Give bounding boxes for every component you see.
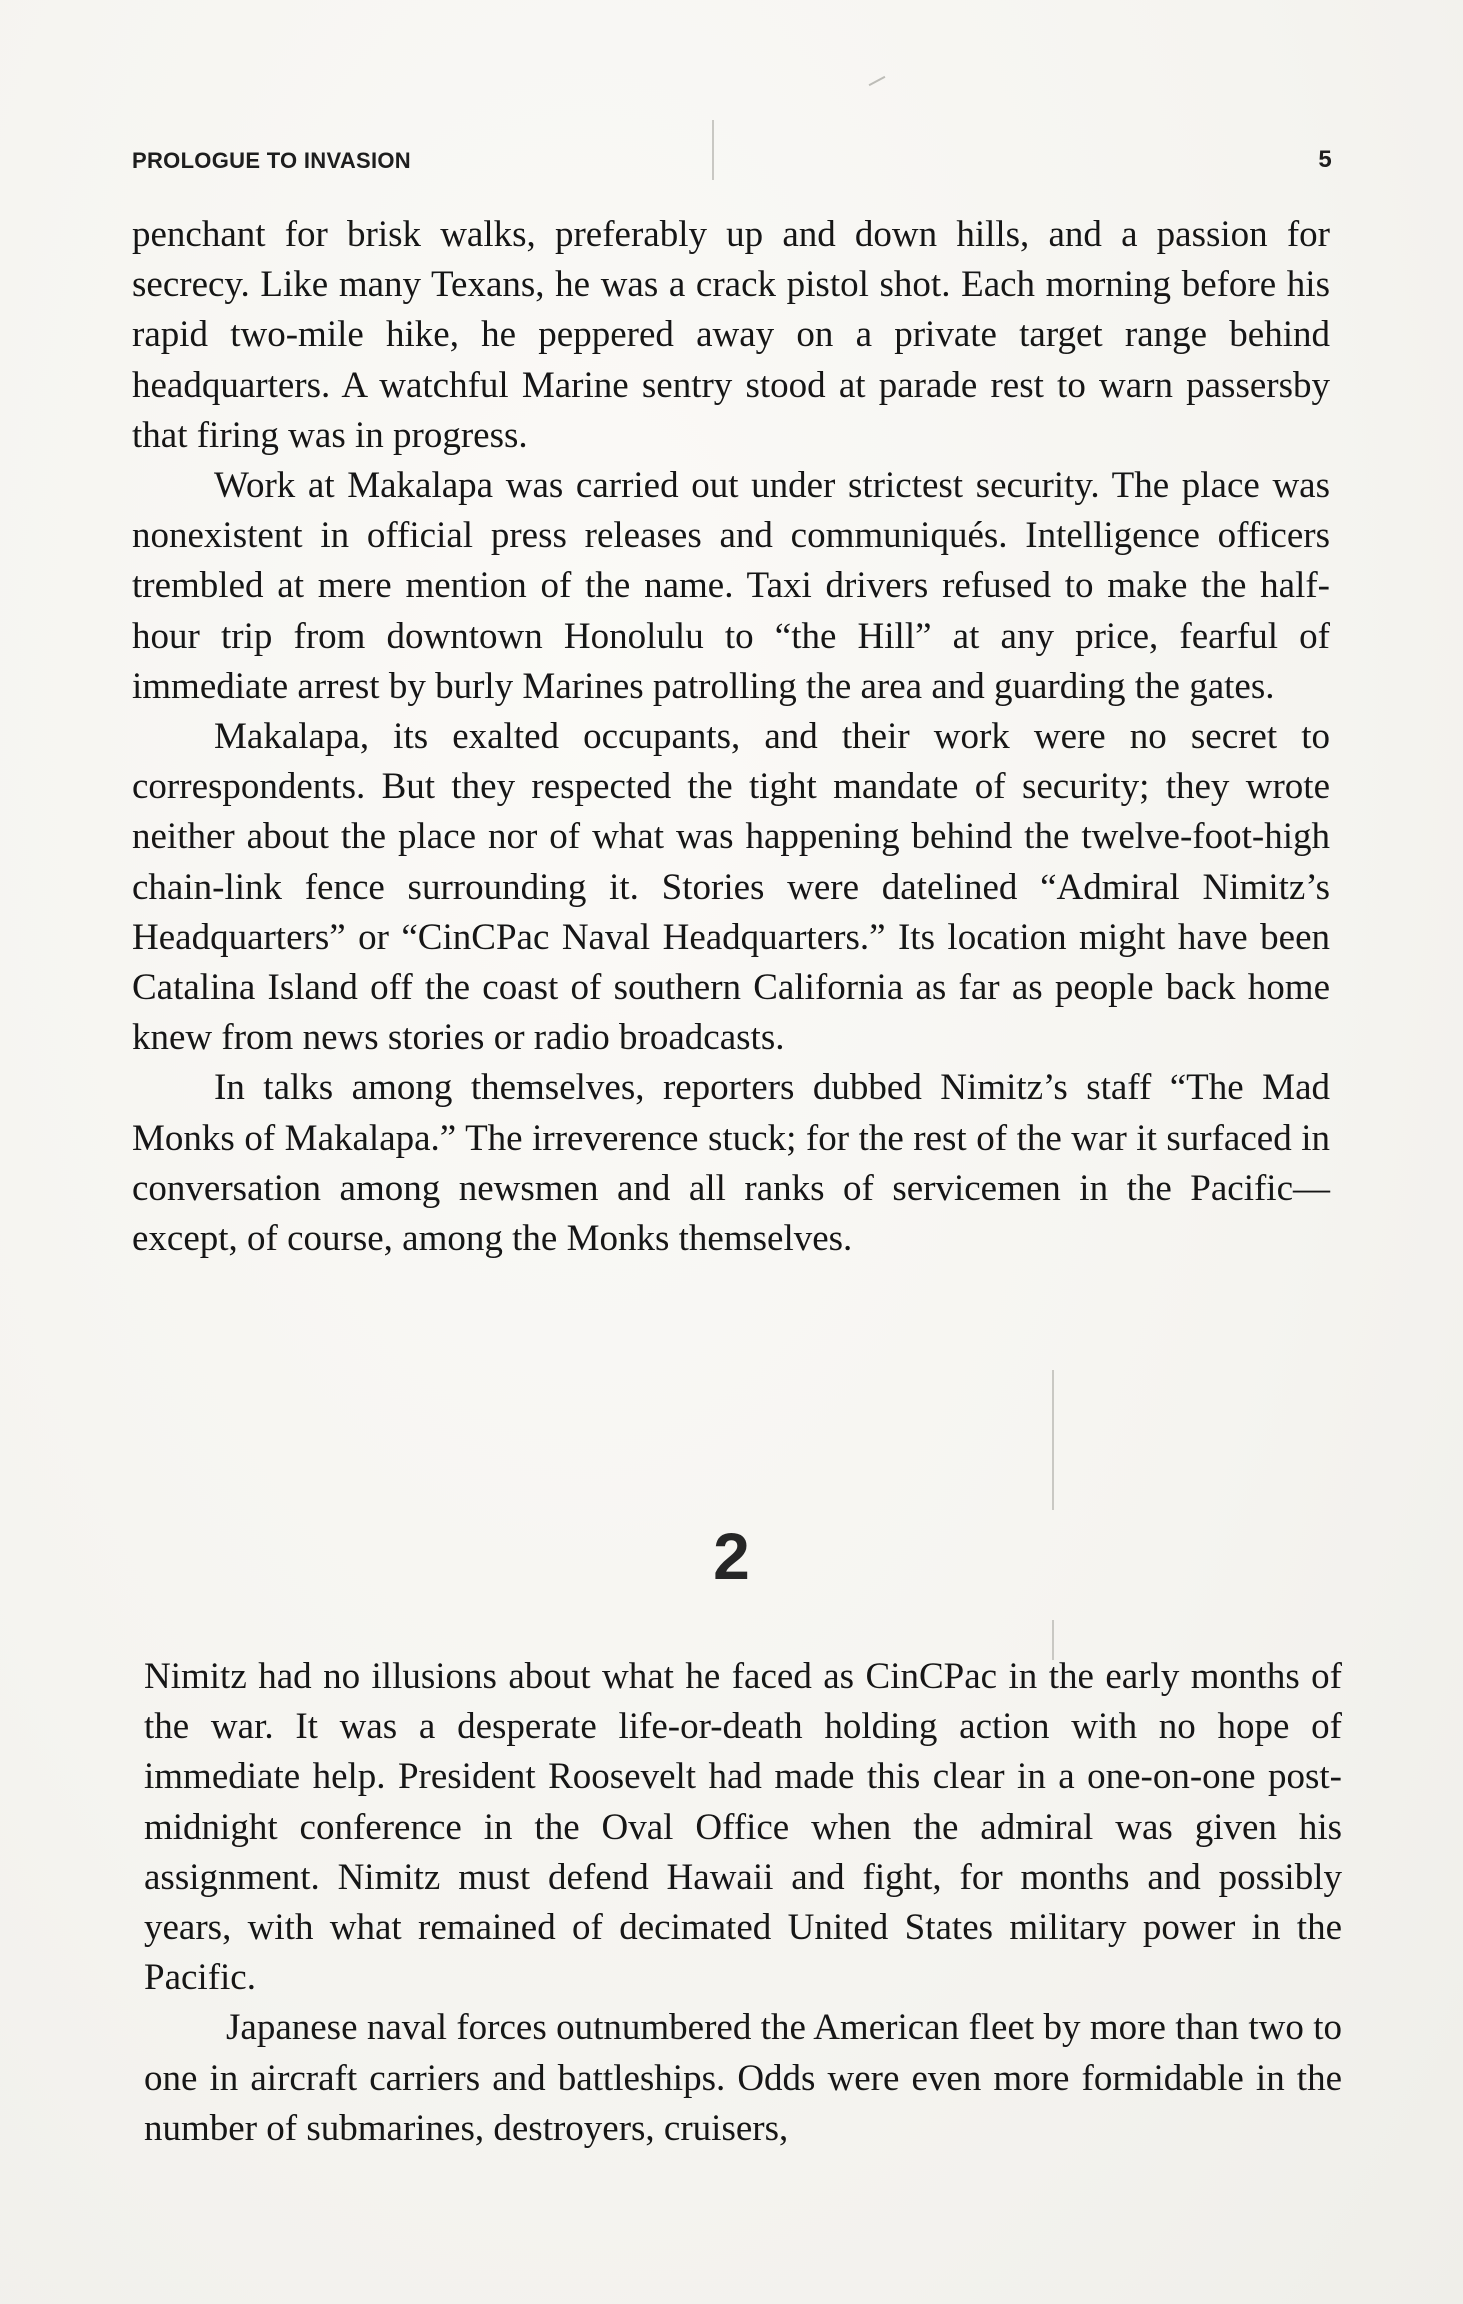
paragraph: Japanese naval forces outnumbered the American fleet by more than two to one in aircraft carriers and battleships. Odds were even more formidable in the number of submarines, destroyers, cruisers,	[144, 2007, 1342, 2149]
paragraph: penchant for brisk walks, preferably up and down hills, and a passion for secrecy. Like many Texans, he was a crack pistol shot. Each morning before his rapid two-mile hike, he peppered away on a private target range behind headquarters. A watchful Marine sentry stood at parade rest to warn passersby that firing was in progress.	[132, 214, 1330, 456]
scan-artifact	[869, 76, 886, 86]
paragraph: Makalapa, its exalted occupants, and their work were no secret to correspondents. But they respected the tight mandate of security; they wrote neither about the place nor of what was happening behind the twelve-foot-high chain-link fence surrounding it. Stories were datelined “Admiral Nimitz’s Headquarters” or “CinCPac Naval Headquarters.” Its location might have been Catalina Island off the coast of southern California as far as people back home knew from news stories or radio broadcasts.	[132, 716, 1330, 1059]
paragraph: Nimitz had no illusions about what he faced as CinCPac in the early months of the war. It was a desperate life-or-death holding action with no hope of immediate help. President Roosevelt had made this clear in a one-on-one post-midnight conference in the Oval Office when the admiral was given his assignment. Nimitz must defend Hawaii and fight, for months and possibly years, with what remained of decimated United States military power in the Pacific.	[144, 1656, 1342, 1999]
running-header	[132, 142, 1332, 182]
text-block-continued	[132, 210, 1330, 1264]
scan-artifact	[1052, 1370, 1054, 1510]
section-number: 2	[713, 1519, 750, 1593]
text-block-section-2	[144, 1652, 1342, 2154]
page-number: 5	[1318, 146, 1332, 173]
running-title: PROLOGUE TO INVASION	[132, 148, 411, 173]
paragraph: In talks among themselves, reporters dubbed Nimitz’s staff “The Mad Monks of Makalapa.” The irreverence stuck; for the rest of the war it surfaced in conversation among newsmen and all ranks of servicemen in the Pacific—except, of course, among the Monks themselves.	[132, 1067, 1330, 1260]
paragraph: Work at Makalapa was carried out under strictest security. The place was nonexistent in official press releases and communiqués. Intelligence officers trembled at mere mention of the name. Taxi drivers refused to make the half-hour trip from downtown Honolulu to “the Hill” at any price, fearful of immediate arrest by burly Marines patrolling the area and guarding the gates.	[132, 465, 1330, 707]
